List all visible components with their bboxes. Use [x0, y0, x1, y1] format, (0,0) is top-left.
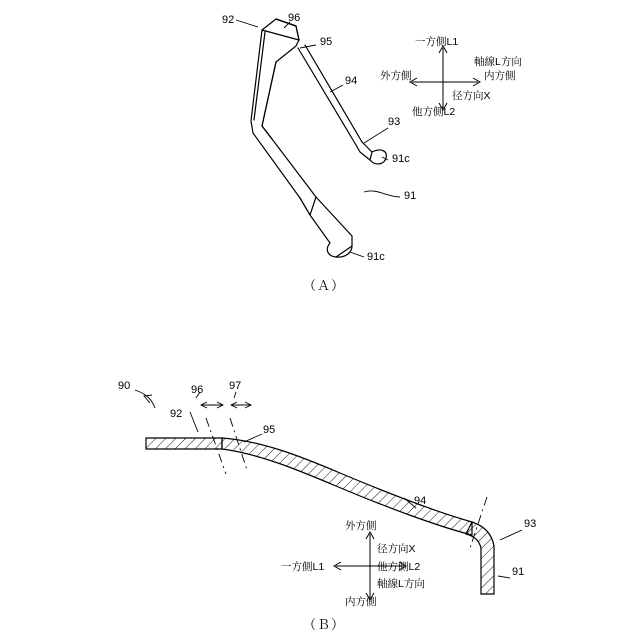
ref-91c-upper-a: 91c: [392, 153, 410, 165]
axis-a-left-label: 外方側: [380, 70, 412, 82]
ref-92-b: 92: [170, 408, 183, 420]
axis-a-down-label: 他方側L2: [412, 106, 456, 118]
axis-a-up-label: 一方側L1: [415, 36, 459, 48]
axis-b-axis-direction-label: 軸線L方向: [377, 578, 425, 590]
axis-b-right-label: 他方側L2: [377, 561, 421, 573]
ref-97-b: 97: [229, 380, 242, 392]
axis-a-radial-direction-label: 径方向X: [452, 90, 491, 102]
axis-a-right-label: 内方側: [484, 70, 516, 82]
axis-b-down-label: 内方側: [345, 596, 377, 608]
ref-91-a: 91: [404, 190, 417, 202]
ref-93-b: 93: [524, 518, 537, 530]
axis-b-left-label: 一方側L1: [281, 561, 325, 573]
axis-a-axis-direction-label: 軸線L方向: [474, 56, 522, 68]
ref-91-b: 91: [512, 566, 525, 578]
ref-94-a: 94: [345, 75, 358, 87]
axis-b-radial-direction-label: 径方向X: [377, 543, 416, 555]
ref-92-a: 92: [222, 14, 235, 26]
ref-91c-lower-a: 91c: [367, 251, 385, 263]
figure-b-caption: （Ｂ）: [303, 617, 346, 632]
ref-96-a: 96: [288, 12, 301, 24]
axis-b-up-label: 外方側: [345, 520, 377, 532]
ref-95-a: 95: [320, 36, 333, 48]
ref-90-b: 90: [118, 380, 131, 392]
figure-a-caption: （Ａ）: [303, 278, 346, 293]
ref-95-b: 95: [263, 424, 276, 436]
ref-96-b: 96: [191, 384, 204, 396]
ref-94-b: 94: [414, 495, 427, 507]
ref-93-a: 93: [388, 116, 401, 128]
